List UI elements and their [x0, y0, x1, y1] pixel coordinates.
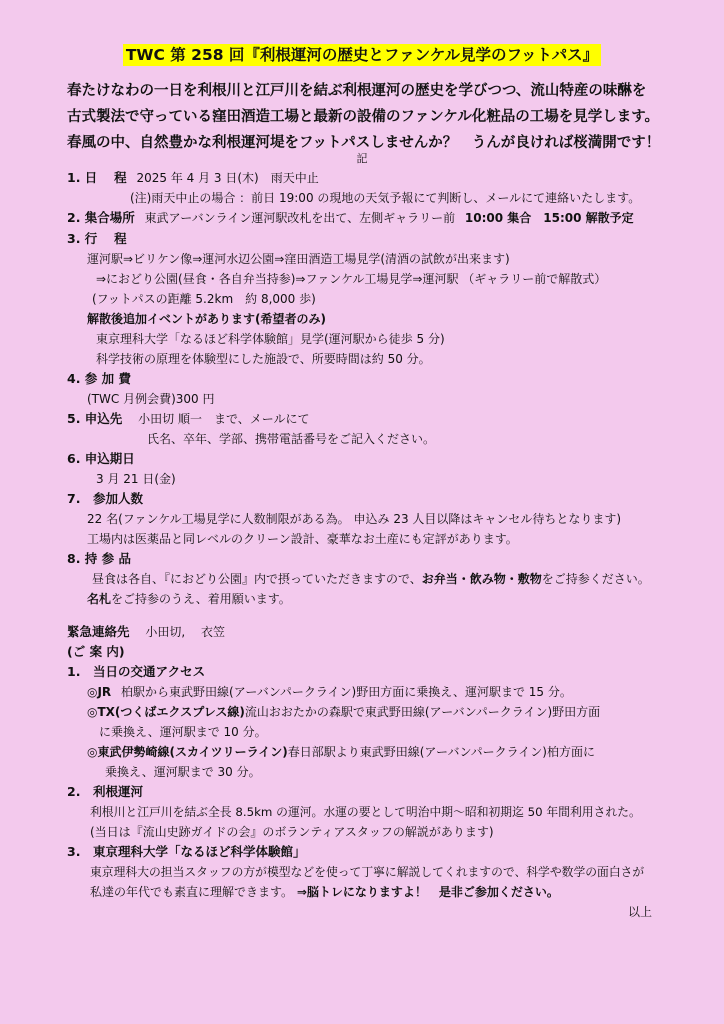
access-label: ◎TX(つくばエクスプレス線) — [87, 705, 245, 719]
section-heading: 7. 参加人数 — [67, 491, 143, 506]
section-heading: 2. 集合場所 — [67, 210, 135, 225]
access-text: に乗換え、運河駅まで 10 分。 — [99, 725, 267, 739]
extra-event-line: 科学技術の原理を体験型にした施設で、所要時間は約 50 分。 — [96, 352, 431, 366]
science-museum-invite: ⇒脳トレになりますよ！ 是非ご参加ください。 — [296, 885, 559, 899]
meeting-place-value: 東武アーバンライン運河駅改札を出て、左側ギャラリー前 — [144, 211, 456, 225]
section-heading: 5. 申込先 — [67, 411, 123, 426]
ki-mark: 記 — [356, 152, 368, 165]
guide-section-heading: 1. 当日の交通アクセス — [67, 664, 206, 679]
extra-event-line: 東京理科大学「なるほど科学体験館」見学(運河駅から徒歩 5 分) — [96, 332, 445, 346]
science-museum-description: 東京理科大の担当スタッフの方が模型などを使って丁寧に解説してくれますので、科学や数学の面白さが — [90, 865, 645, 879]
access-tobu — [87, 744, 595, 760]
name-tag-text: をご持参のうえ、着用願います。 — [111, 592, 291, 606]
section-heading: 1. 日 程 — [67, 170, 127, 185]
belongings-line — [92, 571, 650, 587]
canal-description: 利根川と江戸川を結ぶ全長 8.5km の運河。水運の要として明治中期～昭和初期迄 50 年間利用された。 — [90, 805, 641, 819]
section-heading: 4. 参 加 費 — [67, 371, 132, 386]
access-label: ◎東武伊勢崎線(スカイツリーライン) — [87, 745, 288, 759]
intro-line: 春たけなわの一日を利根川と江戸川を結ぶ利根運河の歴史を学びつつ、流山特産の味醂を — [67, 83, 647, 99]
meeting-time: 10:00 集合 15:00 解散予定 — [464, 211, 634, 225]
access-label: ◎JR — [87, 685, 112, 699]
capacity-note: 工場内は医薬品と同レベルのクリーン設計、豪華なお土産にも定評があります。 — [87, 532, 518, 546]
access-tx — [87, 704, 600, 720]
intro-paragraph — [67, 78, 707, 156]
access-text: 乗換え、運河駅まで 30 分。 — [105, 765, 261, 779]
belongings-text: をご持参ください。 — [541, 572, 650, 586]
route-distance: (フットパスの距離 5.2km 約 8,000 歩) — [92, 292, 316, 306]
section-apply-to — [67, 411, 309, 427]
intro-line: 春風の中、自然豊かな利根運河堤をフットパスしませんか？ うんが良ければ桜満開です！ — [67, 135, 661, 151]
name-tag-label: 名札 — [87, 592, 112, 606]
section-heading: 6. 申込期日 — [67, 451, 135, 466]
route-line: 運河駅⇒ビリケン像⇒運河水辺公園⇒窪田酒造工場見学(清酒の試飲が出来ます) — [87, 252, 510, 266]
canal-note: (当日は『流山史跡ガイドの会』のボランティアスタッフの解説があります) — [90, 825, 494, 839]
science-museum-line — [90, 884, 559, 900]
access-text: 柏駅から東武野田線(アーバンパークライン)野田方面に乗換え、運河駅まで 15 分。 — [121, 685, 572, 699]
page-title: TWC 第 258 回『利根運河の歴史とファンケル見学のフットパス』 — [123, 44, 601, 66]
capacity-value: 22 名(ファンケル工場見学に人数制限がある為。 申込み 23 人目以降はキャンセル待ちとなります) — [87, 512, 622, 526]
closing-text: 以上 — [628, 905, 653, 919]
access-text: 流山おおたかの森駅で東武野田線(アーバンパークライン)野田方面 — [244, 705, 601, 719]
title-container — [0, 44, 724, 66]
route-line: ⇒におどり公園(昼食・各自弁当持参)⇒ファンケル工場見学⇒運河駅 （ギャラリー前で解散式） — [96, 272, 607, 286]
section-heading: 8. 持 参 品 — [67, 551, 132, 566]
belongings-items: お弁当・飲み物・敷物 — [421, 572, 542, 586]
date-value: 2025 年 4 月 3 日(木) 雨天中止 — [136, 171, 319, 185]
guide-heading: (ご 案 内) — [67, 644, 125, 659]
intro-line: 古式製法で守っている窪田酒造工場と最新の設備のファンケル化粧品の工場を見学します。 — [67, 109, 660, 125]
fee-value: (TWC 月例会費)300 円 — [87, 392, 215, 406]
emergency-contact — [67, 624, 225, 640]
extra-event-heading: 解散後追加イベントがあります(希望者のみ) — [87, 312, 326, 326]
section-date — [67, 170, 319, 186]
access-text: 春日部駅より東武野田線(アーバンパークライン)柏方面に — [287, 745, 595, 759]
section-heading: 3. 行 程 — [67, 231, 127, 246]
access-jr — [87, 684, 572, 700]
apply-to-value: 小田切 順一 まで、メールにて — [138, 412, 310, 426]
rain-note: (注)雨天中止の場合 ：前日 19:00 の現地の天気予報にて判断し、メールにて連絡いたします。 — [130, 191, 641, 205]
guide-section-heading: 3. 東京理科大学「なるほど科学体験館」 — [67, 844, 306, 859]
guide-section-heading: 2. 利根運河 — [67, 784, 143, 799]
deadline-value: 3 月 21 日(金) — [96, 472, 176, 486]
emergency-label: 緊急連絡先 — [67, 624, 130, 639]
name-tag-line — [87, 591, 291, 607]
science-museum-text: 私達の年代でも素直に理解できます。 — [90, 885, 297, 899]
emergency-value: 小田切, 衣笠 — [145, 625, 225, 639]
apply-note: 氏名、卒年、学部、携帯電話番号をご記入ください。 — [147, 432, 436, 446]
section-meeting-place — [67, 210, 634, 226]
belongings-text: 昼食は各自、『におどり公園』内で摂っていただきますので、 — [92, 572, 422, 586]
